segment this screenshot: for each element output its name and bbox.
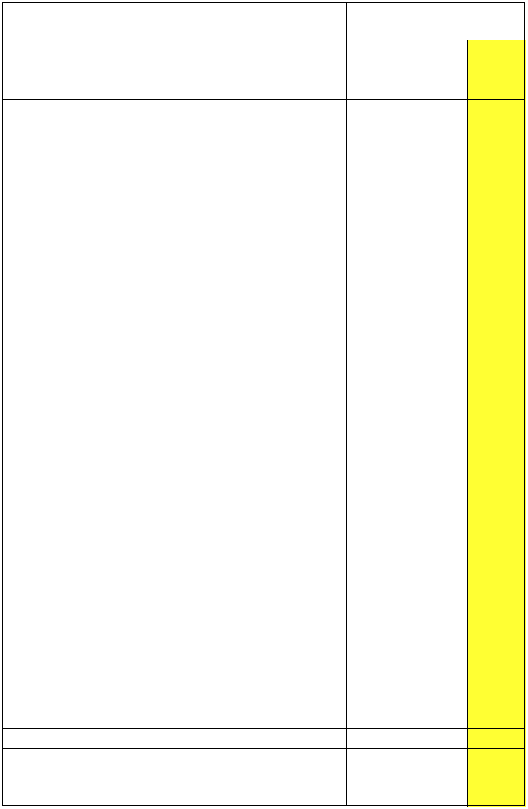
divider-budget-estimate	[467, 40, 468, 807]
table-frame	[2, 2, 525, 806]
header-rule	[2, 99, 525, 100]
total-oda-top-rule	[2, 728, 525, 729]
divider-outcome-estimate	[346, 2, 347, 806]
total-oda-bottom-rule	[2, 748, 525, 749]
